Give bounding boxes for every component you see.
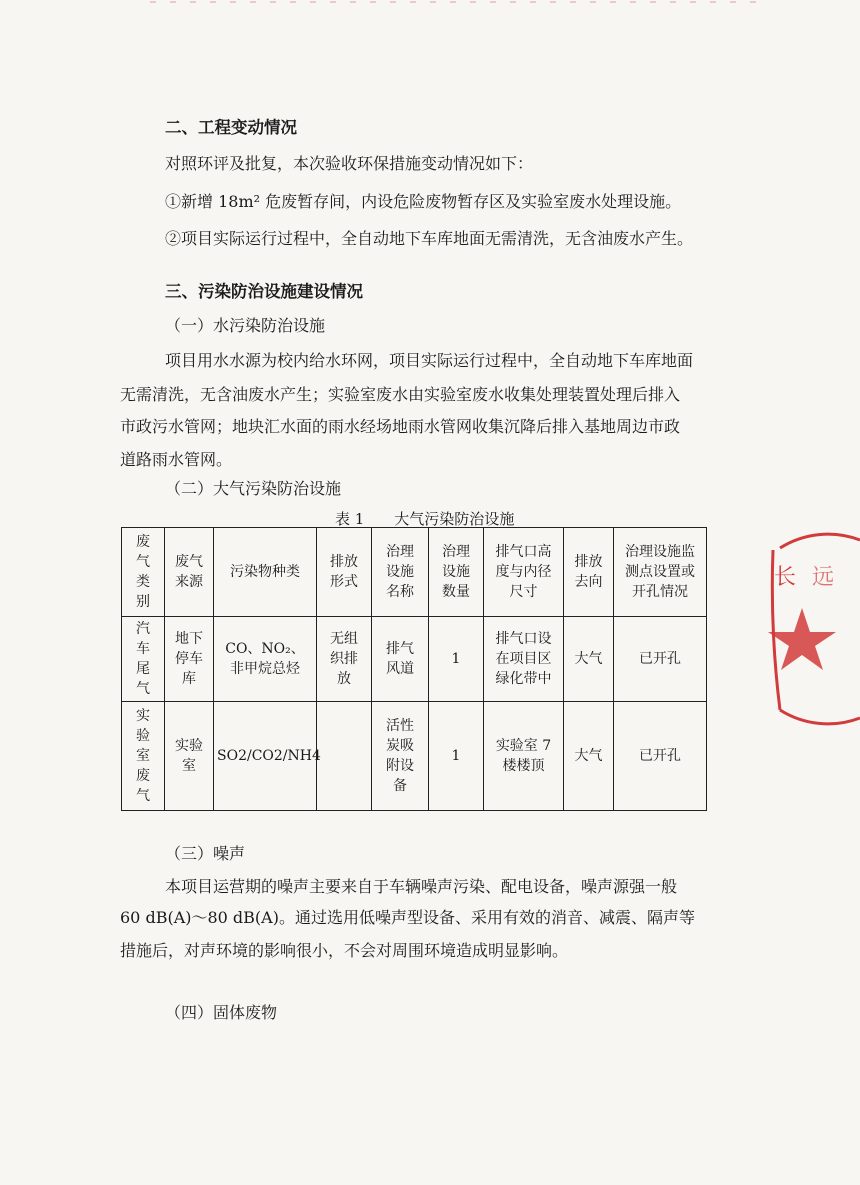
table-cell: SO2/CO2/NH4 bbox=[214, 702, 317, 811]
table-header-cell: 治理设施数量 bbox=[429, 528, 484, 617]
water-paragraph-line: 市政污水管网；地块汇水面的雨水经场地雨水管网收集沉降后排入基地周边市政 bbox=[120, 417, 681, 436]
table-cell: 实验室 bbox=[165, 702, 214, 811]
table-cell: 排气口设在项目区绿化带中 bbox=[484, 617, 564, 702]
svg-text:长: 长 bbox=[774, 565, 797, 590]
table-cell: 排气风道 bbox=[372, 617, 429, 702]
official-seal-stamp bbox=[770, 540, 860, 720]
table-header-cell: 废气类别 bbox=[122, 528, 165, 617]
table-cell: 大气 bbox=[564, 617, 614, 702]
table-caption: 表 1 大气污染防治设施 bbox=[335, 510, 515, 528]
section2-intro: 对照环评及批复，本次验收环保措施变动情况如下： bbox=[165, 154, 534, 173]
table-header-cell: 排放形式 bbox=[317, 528, 372, 617]
table-cell: 1 bbox=[429, 617, 484, 702]
section2-item1: ①新增 18m² 危废暂存间，内设危险废物暂存区及实验室废水处理设施。 bbox=[165, 192, 682, 211]
table-row bbox=[122, 617, 707, 702]
table-header-cell: 废气来源 bbox=[165, 528, 214, 617]
water-heading: （一）水污染防治设施 bbox=[165, 316, 326, 335]
table-cell: 实验室 7 楼楼顶 bbox=[484, 702, 564, 811]
table-header-row bbox=[122, 528, 707, 617]
table-header-cell: 排气口高度与内径尺寸 bbox=[484, 528, 564, 617]
table-cell: 实验室废气 bbox=[122, 702, 165, 811]
air-heading: （二）大气污染防治设施 bbox=[165, 479, 342, 498]
table-cell: CO、NO₂、非甲烷总烃 bbox=[214, 617, 317, 702]
noise-paragraph-line: 本项目运营期的噪声主要来自于车辆噪声污染、配电设备，噪声源强一般 bbox=[165, 877, 678, 896]
solid-waste-heading: （四）固体废物 bbox=[165, 1003, 278, 1022]
noise-paragraph-line: 60 dB(A)～80 dB(A)。通过选用低噪声型设备、采用有效的消音、减震、隔声等 bbox=[120, 908, 695, 927]
table-cell: 汽车尾气 bbox=[122, 617, 165, 702]
air-pollution-table bbox=[121, 527, 707, 811]
table-cell: 地下停车库 bbox=[165, 617, 214, 702]
table-header-cell: 排放去向 bbox=[564, 528, 614, 617]
table-cell: 大气 bbox=[564, 702, 614, 811]
table-cell: 无组织排放 bbox=[317, 617, 372, 702]
water-paragraph-line: 道路雨水管网。 bbox=[120, 450, 233, 469]
section2-heading: 二、工程变动情况 bbox=[165, 118, 297, 137]
table-header-cell: 治理设施名称 bbox=[372, 528, 429, 617]
table-header-cell: 治理设施监测点设置或开孔情况 bbox=[614, 528, 707, 617]
water-paragraph-line: 无需清洗，无含油废水产生；实验室废水由实验室废水收集处理装置处理后排入 bbox=[120, 385, 681, 404]
noise-paragraph-line: 措施后，对声环境的影响很小，不会对周围环境造成明显影响。 bbox=[120, 941, 569, 960]
table-cell: 已开孔 bbox=[614, 702, 707, 811]
section2-item2: ②项目实际运行过程中，全自动地下车库地面无需清洗，无含油废水产生。 bbox=[165, 229, 694, 248]
water-paragraph-line: 项目用水水源为校内给水环网，项目实际运行过程中，全自动地下车库地面 bbox=[165, 351, 694, 370]
table-cell: 已开孔 bbox=[614, 617, 707, 702]
section3-heading: 三、污染防治设施建设情况 bbox=[165, 282, 363, 301]
table-cell: 1 bbox=[429, 702, 484, 811]
table-row bbox=[122, 702, 707, 811]
noise-heading: （三）噪声 bbox=[165, 844, 246, 863]
scan-artifact bbox=[150, 0, 770, 6]
svg-text:远: 远 bbox=[812, 565, 835, 590]
table-cell: 活性炭吸附设备 bbox=[372, 702, 429, 811]
table-cell bbox=[317, 702, 372, 811]
table-header-cell: 污染物种类 bbox=[214, 528, 317, 617]
